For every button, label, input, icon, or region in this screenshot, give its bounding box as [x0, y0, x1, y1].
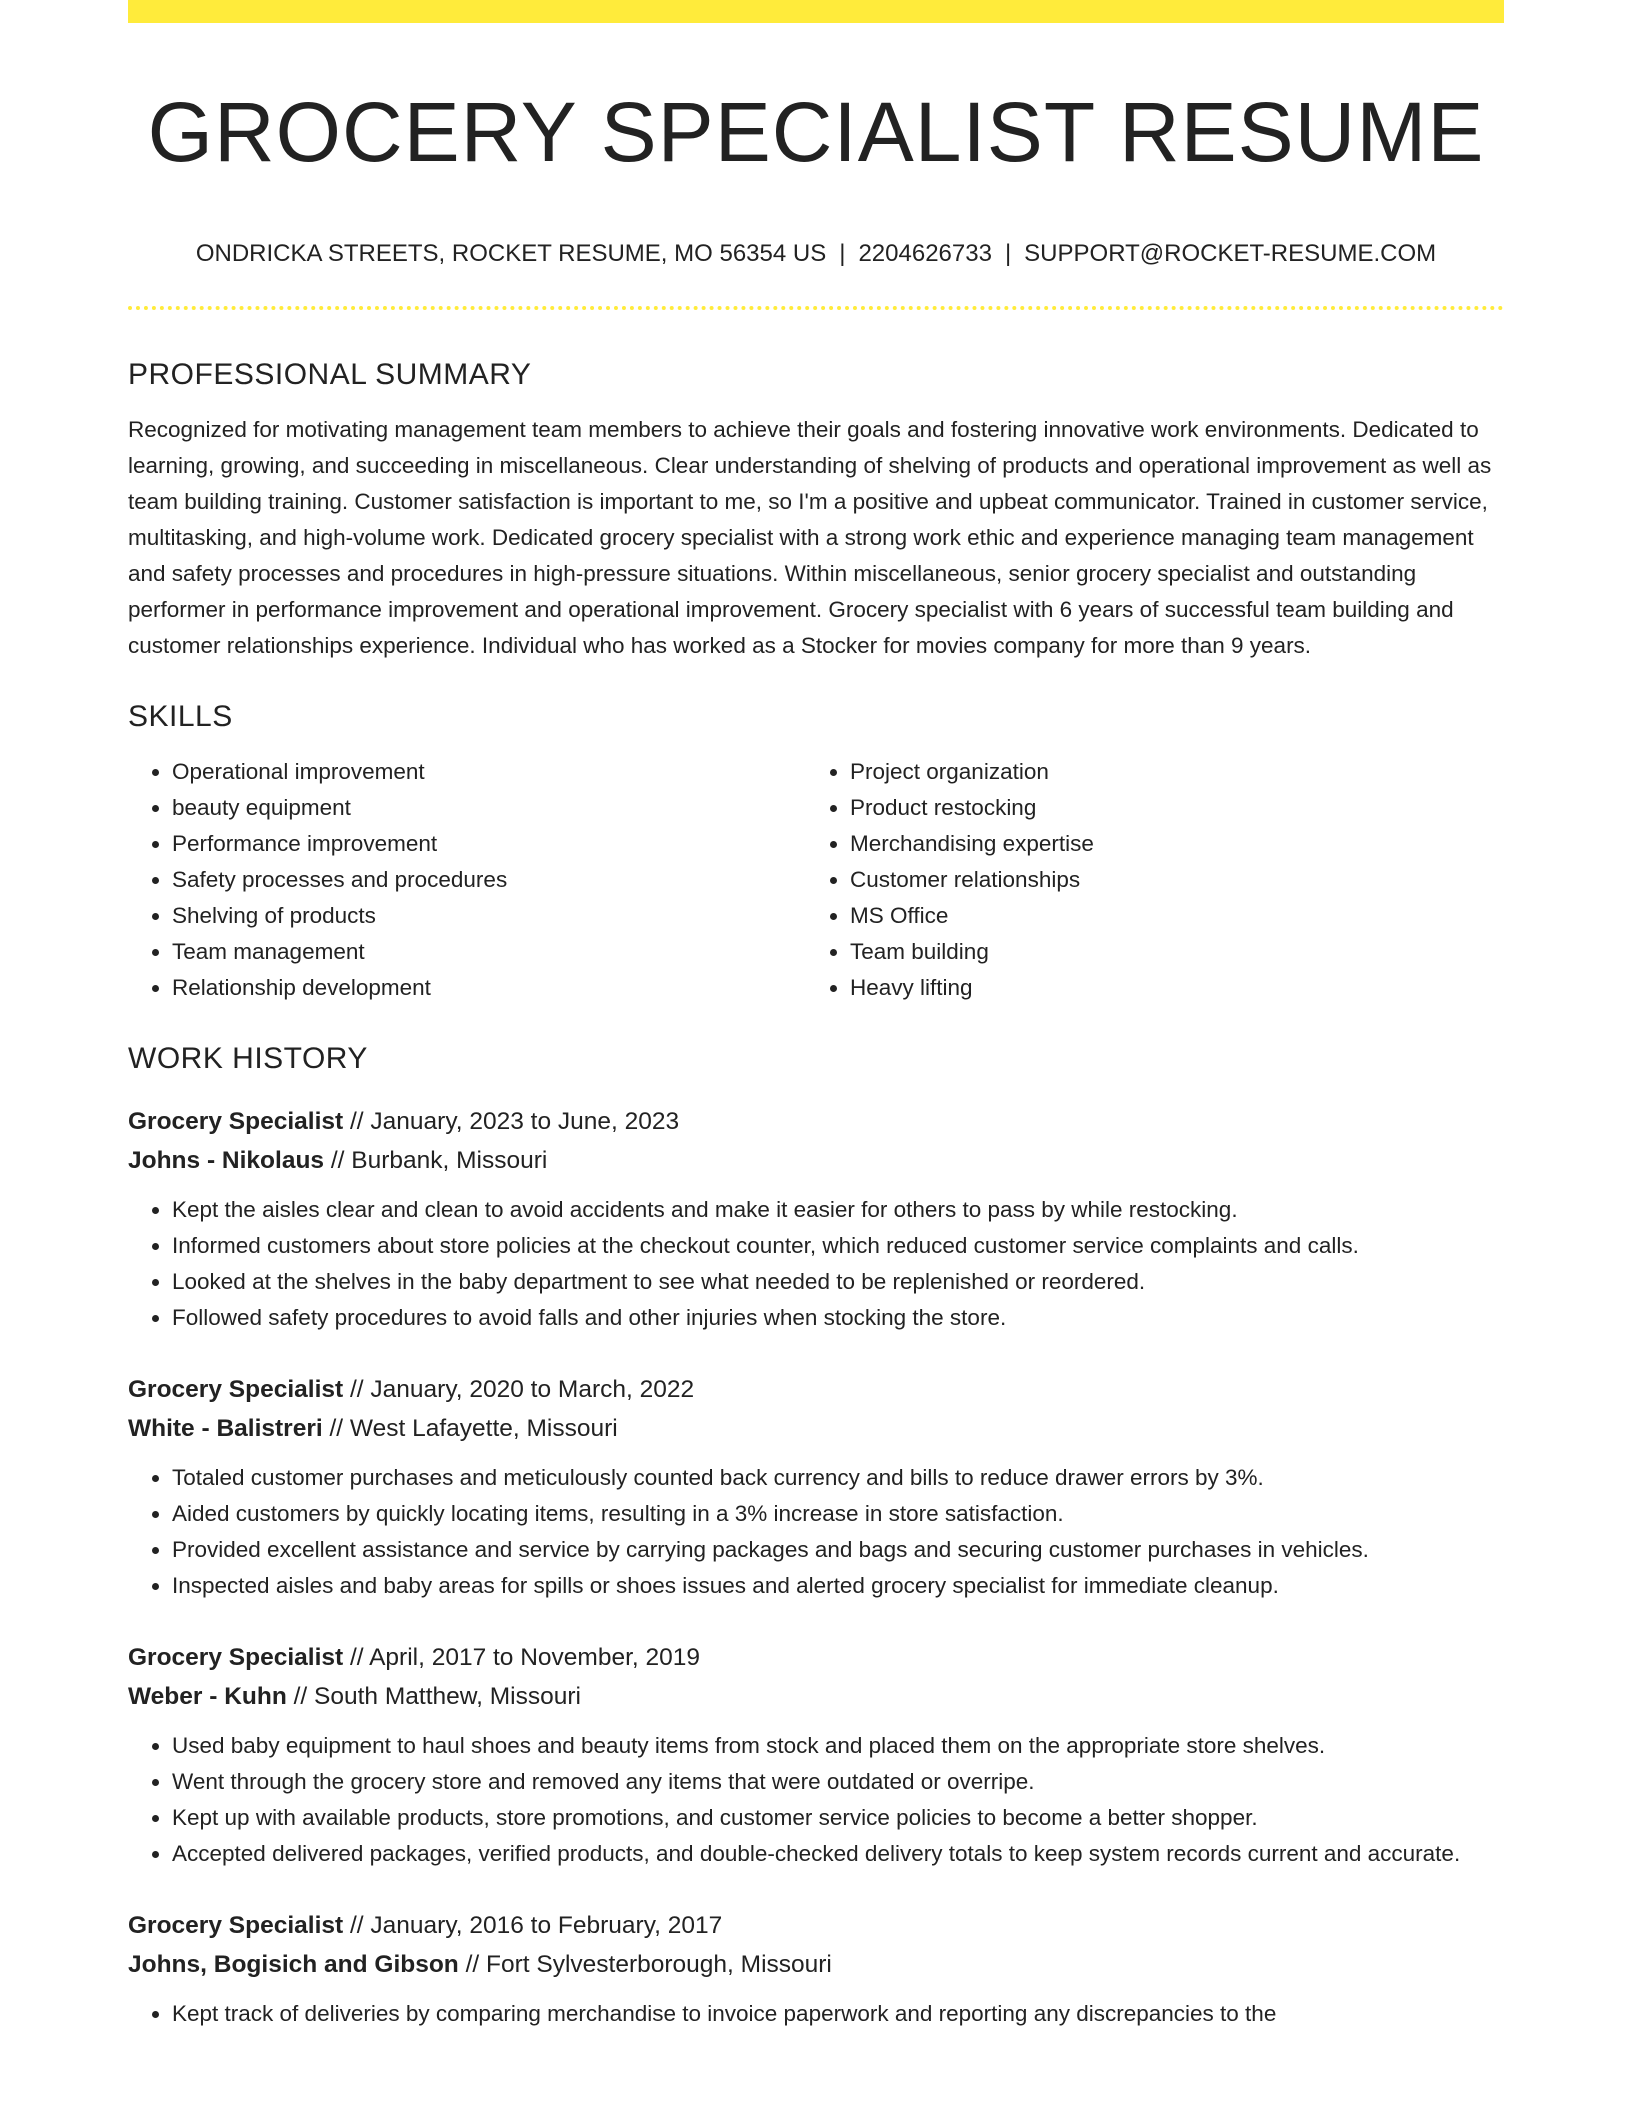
job-bullets: [128, 1460, 1504, 1604]
skill-item: • Heavy lifting: [850, 970, 1484, 1006]
job-title-line: [128, 1906, 1504, 1945]
skill-item: • Relationship development: [172, 970, 806, 1006]
job-bullet: • Kept the aisles clear and clean to avoid accidents and make it easier for others to pass by while restocking.: [172, 1192, 1504, 1228]
job-bullets: [128, 1996, 1504, 2032]
job-bullet: • Informed customers about store policies at the checkout counter, which reduced customer service complaints and calls.: [172, 1228, 1504, 1264]
dotted-divider: [128, 306, 1504, 310]
contact-email: SUPPORT@ROCKET-RESUME.COM: [1024, 240, 1437, 267]
divider: //: [343, 1376, 371, 1403]
job-bullet: • Followed safety procedures to avoid falls and other injuries when stocking the store.: [172, 1300, 1504, 1336]
job-company-line: [128, 1141, 1504, 1180]
job-entry: [128, 1102, 1504, 1336]
job-title-line: [128, 1102, 1504, 1141]
summary-heading: PROFESSIONAL SUMMARY: [128, 358, 532, 391]
skills-list-left: [128, 754, 806, 1006]
summary-text: Recognized for motivating management team members to achieve their goals and fostering innovative work environments. Dedicated to learning, growing, and succeeding in miscellaneous. Clear understanding of shelving of products and operational improvement as well as team building training. Customer satisfaction is important to me, so I'm a positive and upbeat communicator. Trained in customer service, multitasking, and high-volume work. Dedicated grocery specialist with a strong work ethic and experience managing team management and safety processes and procedures in high-pressure situations. Within miscellaneous, senior grocery specialist and outstanding performer in performance improvement and operational improvement. Grocery specialist with 6 years of successful team building and customer relationships experience. Individual who has worked as a Stocker for movies company for more than 9 years.: [128, 417, 1492, 658]
skill-item: • beauty equipment: [172, 790, 806, 826]
divider: //: [286, 1683, 315, 1710]
job-title: Grocery Specialist: [128, 1376, 344, 1403]
skills-columns: [128, 754, 1504, 1006]
job-bullet: • Provided excellent assistance and service by carrying packages and bags and securing customer purchases in vehicles.: [172, 1532, 1504, 1568]
work-history-section: [128, 1034, 1504, 2032]
divider: //: [458, 1951, 487, 1978]
skills-heading: SKILLS: [128, 700, 233, 733]
skill-item: • Performance improvement: [172, 826, 806, 862]
job-title-line: [128, 1370, 1504, 1409]
job-location: South Matthew, Missouri: [314, 1683, 581, 1710]
job-company: Johns - Nikolaus: [128, 1147, 325, 1174]
skill-item: • Safety processes and procedures: [172, 862, 806, 898]
divider: //: [324, 1147, 352, 1174]
job-bullets: [128, 1192, 1504, 1336]
accent-top-bar: [128, 0, 1504, 23]
job-dates: April, 2017 to November, 2019: [369, 1644, 701, 1671]
summary-section: [128, 350, 1504, 664]
job-company-line: [128, 1945, 1504, 1984]
contact-address: ONDRICKA STREETS, ROCKET RESUME, MO 56354 US: [195, 240, 827, 267]
job-title: Grocery Specialist: [128, 1912, 344, 1939]
skill-item: • Operational improvement: [172, 754, 806, 790]
job-title: Grocery Specialist: [128, 1644, 344, 1671]
skill-item: • Team building: [850, 934, 1484, 970]
divider: //: [343, 1644, 370, 1671]
job-bullet: • Accepted delivered packages, verified products, and double-checked delivery totals to keep system records current and accurate.: [172, 1836, 1504, 1872]
skills-list-right: [806, 754, 1484, 1006]
job-bullets: [128, 1728, 1504, 1872]
job-bullet: • Went through the grocery store and removed any items that were outdated or overripe.: [172, 1764, 1504, 1800]
divider: //: [322, 1415, 350, 1442]
job-entry: [128, 1906, 1504, 2032]
job-company-line: [128, 1409, 1504, 1448]
job-bullet: • Kept up with available products, store promotions, and customer service policies to become a better shopper.: [172, 1800, 1504, 1836]
skill-item: • MS Office: [850, 898, 1484, 934]
skill-item: • Merchandising expertise: [850, 826, 1484, 862]
job-bullet: • Inspected aisles and baby areas for spills or shoes issues and alerted grocery specialist for immediate cleanup.: [172, 1568, 1504, 1604]
job-company: Johns, Bogisich and Gibson: [128, 1951, 459, 1978]
job-dates: January, 2016 to February, 2017: [370, 1912, 723, 1939]
skill-item: • Team management: [172, 934, 806, 970]
job-bullet: • Looked at the shelves in the baby department to see what needed to be replenished or reordered.: [172, 1264, 1504, 1300]
job-entry: [128, 1638, 1504, 1872]
page-title: GROCERY SPECIALIST RESUME: [147, 85, 1485, 179]
job-bullet: • Used baby equipment to haul shoes and beauty items from stock and placed them on the appropriate store shelves.: [172, 1728, 1504, 1764]
contact-phone: 2204626733: [858, 240, 992, 267]
skill-item: • Product restocking: [850, 790, 1484, 826]
divider: //: [343, 1108, 371, 1135]
skill-item: • Project organization: [850, 754, 1484, 790]
job-bullet: • Aided customers by quickly locating items, resulting in a 3% increase in store satisfaction.: [172, 1496, 1504, 1532]
contact-separator: |: [1004, 240, 1012, 267]
job-bullet: • Kept track of deliveries by comparing merchandise to invoice paperwork and reporting any discrepancies to the: [172, 1996, 1504, 2032]
work-history-heading: WORK HISTORY: [128, 1042, 368, 1075]
job-company: White - Balistreri: [128, 1415, 323, 1442]
job-company: Weber - Kuhn: [128, 1683, 287, 1710]
job-company-line: [128, 1677, 1504, 1716]
job-entry: [128, 1370, 1504, 1604]
skills-section: [128, 692, 1504, 1006]
job-title: Grocery Specialist: [128, 1108, 344, 1135]
resume-content: [128, 350, 1504, 2032]
job-title-line: [128, 1638, 1504, 1677]
divider: //: [343, 1912, 371, 1939]
job-bullet: • Totaled customer purchases and meticulously counted back currency and bills to reduce drawer errors by 3%.: [172, 1460, 1504, 1496]
contact-line: [128, 236, 1504, 272]
job-location: West Lafayette, Missouri: [349, 1415, 618, 1442]
job-location: Burbank, Missouri: [351, 1147, 548, 1174]
contact-separator: |: [839, 240, 846, 267]
skill-item: • Customer relationships: [850, 862, 1484, 898]
job-location: Fort Sylvesterborough, Missouri: [486, 1951, 832, 1978]
job-dates: January, 2020 to March, 2022: [370, 1376, 695, 1403]
skill-item: • Shelving of products: [172, 898, 806, 934]
job-dates: January, 2023 to June, 2023: [370, 1108, 680, 1135]
